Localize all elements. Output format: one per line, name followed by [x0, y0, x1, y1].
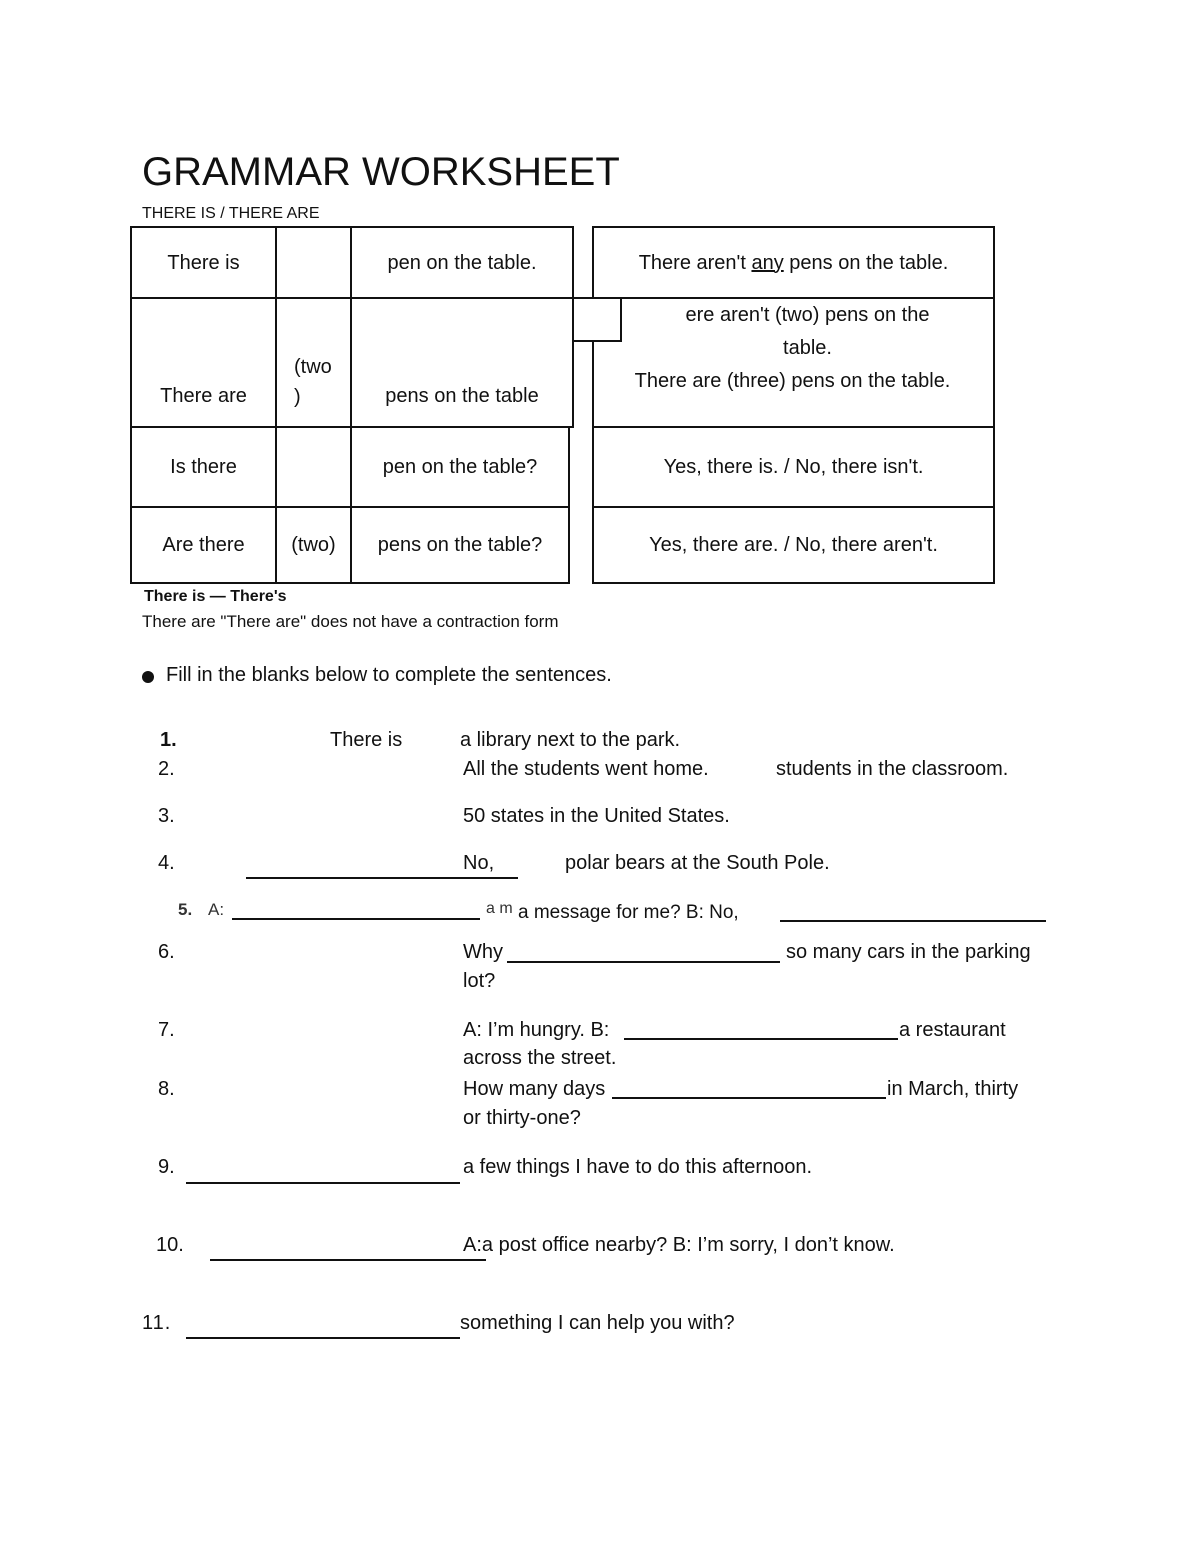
table-cell-text: (two) [291, 534, 336, 556]
table-cell-text: pen on the table. [387, 251, 537, 274]
table-cell-text: pens on the table? [377, 534, 543, 556]
table-cell [592, 426, 995, 508]
table-cell [350, 506, 570, 584]
question-text: Why [463, 941, 503, 963]
question-number: 7. [158, 1019, 175, 1041]
answer-blank[interactable] [210, 1259, 486, 1261]
question-text: students in the classroom. [776, 758, 1009, 780]
table-cell-text: (two [294, 356, 332, 378]
question-text: so many cars in the parking [786, 941, 1031, 963]
question-text: a restaurant [899, 1019, 1006, 1041]
table-cell [350, 297, 574, 428]
answer-blank[interactable] [186, 1337, 460, 1339]
table-cell-text: ) [294, 386, 301, 408]
table-cell [592, 506, 995, 584]
answer-blank[interactable] [246, 877, 518, 879]
question-text: a m [486, 900, 513, 917]
question-text: polar bears at the South Pole. [565, 852, 830, 874]
worksheet-subtitle: THERE IS / THERE ARE [142, 205, 320, 222]
answer-blank[interactable] [612, 1097, 886, 1099]
question-number: 8. [158, 1078, 175, 1100]
question-number: 2. [158, 758, 175, 780]
table-cell [130, 426, 277, 508]
table-cell [592, 297, 995, 428]
table-cell [130, 226, 277, 299]
underlined-word: any [751, 251, 784, 274]
table-cell-text: Are there [162, 534, 245, 556]
question-text: A: I’m hungry. B: [463, 1019, 610, 1041]
question-number: 3. [158, 805, 175, 827]
answer-blank[interactable] [232, 918, 480, 920]
question-text: or thirty-one? [463, 1107, 581, 1129]
question-text: a few things I have to do this afternoon. [463, 1156, 813, 1178]
table-cell-text: There is [167, 251, 240, 274]
table-cell [130, 506, 277, 584]
table-cell [275, 506, 352, 584]
table-cell [350, 226, 574, 299]
table-cell-text: Is there [170, 456, 237, 478]
question-number: 6. [158, 941, 175, 963]
table-cell-text: Yes, there is. / No, there isn't. [663, 456, 924, 478]
question-number: 5. [178, 900, 193, 919]
table-cell [130, 297, 277, 428]
table-cell-text: pens on the table. [783, 251, 949, 274]
table-cell-text: pen on the table? [382, 456, 538, 478]
question-text: All the students went home. [463, 758, 709, 780]
answer-blank[interactable] [780, 920, 1046, 922]
question-text: No, [463, 852, 495, 874]
question-text: lot? [463, 970, 496, 992]
answer-blank[interactable] [624, 1038, 898, 1040]
table-cell [592, 226, 995, 299]
bullet-icon [142, 671, 154, 683]
table-cell-text: pens on the table [385, 385, 539, 407]
table-cell-text: There are (three) pens on the table. [634, 370, 951, 392]
table-cell-text: There are [160, 385, 247, 407]
worksheet-title: GRAMMAR WORKSHEET [142, 150, 620, 194]
answer-text: There is [330, 729, 403, 751]
no-contraction-note: There are "There are" does not have a contraction form [142, 612, 559, 631]
contraction-note: There is — There's [144, 588, 287, 605]
table-cell-text: Yes, there are. / No, there aren't. [649, 534, 938, 556]
table-cell [275, 297, 352, 428]
table-border [592, 340, 594, 428]
question-text: in March, thirty [887, 1078, 1019, 1100]
question-number: 4. [158, 852, 175, 874]
answer-blank[interactable] [507, 961, 780, 963]
question-text: A:a post office nearby? B: I’m sorry, I don’t know. [463, 1234, 895, 1256]
table-cell [275, 426, 352, 508]
instruction: Fill in the blanks below to complete the sentences. [166, 664, 612, 686]
table-cell [350, 426, 570, 508]
question-text: something I can help you with? [460, 1312, 735, 1334]
question-number: 9. [158, 1156, 175, 1178]
table-cell [275, 226, 352, 299]
table-cell-text: table. [783, 337, 832, 359]
question-text: a message for me? B: No, [518, 902, 739, 923]
table-cell-text: ere aren't (two) pens on the [685, 304, 930, 326]
question-label: A: [208, 900, 225, 919]
question-number: 11. [142, 1312, 172, 1334]
question-text: a library next to the park. [460, 729, 681, 751]
question-number: 1. [160, 729, 177, 751]
answer-blank[interactable] [186, 1182, 460, 1184]
question-number: 10. [156, 1234, 184, 1256]
table-cell-text: There aren't [638, 251, 752, 274]
question-text: How many days [463, 1078, 606, 1100]
question-text: across the street. [463, 1047, 617, 1069]
question-text: 50 states in the United States. [463, 805, 730, 827]
